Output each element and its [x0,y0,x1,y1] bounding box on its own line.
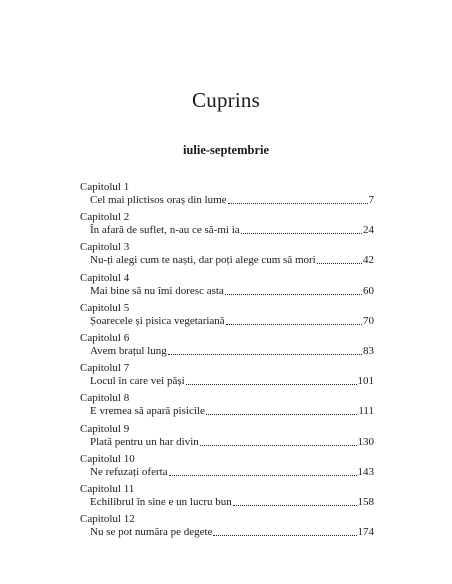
dot-leader [225,294,362,295]
dot-leader [200,445,357,446]
chapter-title: Nu-ți alegi cum te naști, dar poți alege cum să mori [90,254,316,267]
page-title: Cuprins [192,88,260,112]
dot-leader [228,203,368,204]
page-number: 60 [363,284,374,297]
toc-line [80,375,374,388]
chapter-label: Capitolul 9 [80,422,130,435]
toc-entry[interactable] [80,241,374,271]
chapter-title: Avem brațul lung [90,344,167,357]
page-number: 143 [357,465,374,478]
page-number: 42 [363,254,374,267]
chapter-title: Echilibrul în sine e un lucru bun [90,495,232,508]
chapter-label: Capitolul 8 [80,392,130,405]
page-number: 174 [357,526,374,539]
chapter-label: Capitolul 1 [80,181,130,193]
page-number: 83 [363,344,374,357]
chapter-title: Mai bine să nu îmi doresc asta [90,284,224,297]
dot-leader [169,475,357,476]
dot-leader [168,354,362,355]
dot-leader [241,233,362,234]
toc-entry[interactable] [80,423,374,453]
page-number: 7 [368,194,374,206]
page-number: 24 [363,224,374,237]
toc-line [80,436,374,449]
chapter-label: Capitolul 7 [80,362,130,375]
toc-line [80,405,374,418]
toc-line [80,224,374,237]
chapter-label: Capitolul 11 [80,482,135,495]
toc-entry[interactable] [80,362,374,392]
toc-line [80,315,374,328]
page-number: 130 [357,435,374,448]
toc-entry[interactable] [80,272,374,302]
toc-line [80,466,374,479]
chapter-title: Șoarecele și pisica vegetariană [90,314,225,327]
chapter-label: Capitolul 12 [80,513,135,526]
table-of-contents [80,181,374,543]
page-number: 101 [357,375,374,388]
toc-line [80,496,374,509]
page-number: 111 [358,405,374,418]
chapter-title: Ne refuzați oferta [90,465,168,478]
chapter-label: Capitolul 2 [80,211,130,224]
chapter-title: Locul în care vei păși [90,375,185,388]
chapter-title: Cel mai plictisos oraș din lume [90,194,227,206]
dot-leader [233,505,357,506]
toc-line [80,345,374,358]
toc-entry[interactable] [80,181,374,211]
toc-entry[interactable] [80,453,374,483]
chapter-label: Capitolul 5 [80,301,130,314]
chapter-label: Capitolul 6 [80,331,130,344]
toc-entry[interactable] [80,392,374,422]
toc-entry[interactable] [80,302,374,332]
toc-entry[interactable] [80,483,374,513]
toc-line [80,526,374,539]
dot-leader [213,535,356,536]
page-number: 70 [363,314,374,327]
dot-leader [186,384,357,385]
toc-line [80,194,374,207]
chapter-title: În afară de suflet, n-au ce să-mi ia [90,224,240,237]
toc-entry[interactable] [80,211,374,241]
toc-line [80,254,374,267]
chapter-title: E vremea să apară pisicile [90,405,205,418]
chapter-label: Capitolul 10 [80,452,135,465]
section-subtitle: iulie-septembrie [182,143,270,157]
chapter-label: Capitolul 3 [80,241,130,254]
dot-leader [226,324,362,325]
chapter-label: Capitolul 4 [80,271,130,284]
page-number: 158 [357,495,374,508]
chapter-title: Plată pentru un har divin [90,435,199,448]
dot-leader [206,414,357,415]
toc-line [80,285,374,298]
chapter-title: Nu se pot număra pe degete [90,526,213,539]
toc-entry[interactable] [80,513,374,543]
dot-leader [317,263,362,264]
toc-entry[interactable] [80,332,374,362]
